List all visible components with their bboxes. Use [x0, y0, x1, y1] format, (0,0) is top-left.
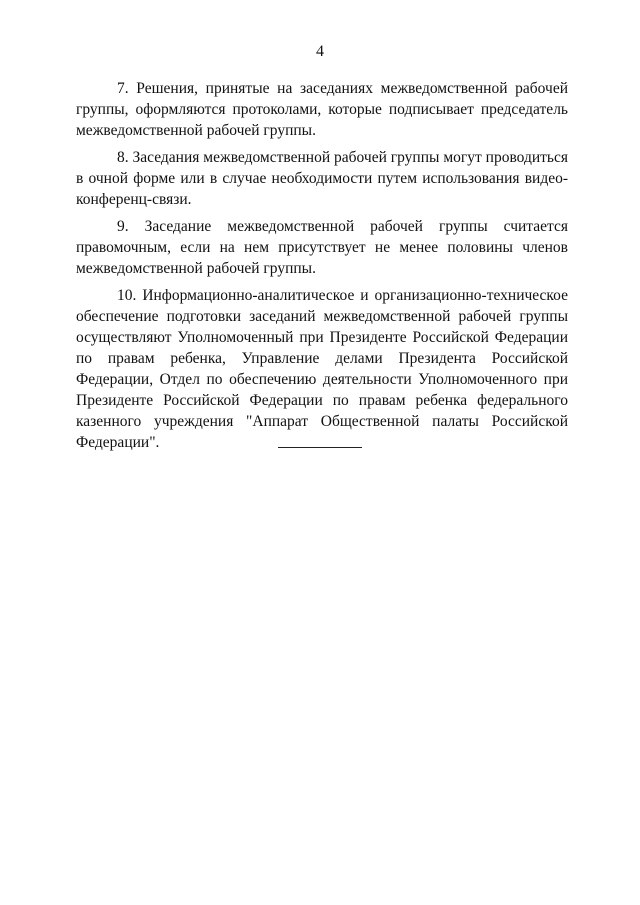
paragraph-10: 10. Информационно-аналитическое и организационно-техническое обеспечение подготовки заседаний межведомственной рабочей группы осуществляют Уполномоченный при Президенте Российской Федерации по правам ребенка, Управление делами Президента Российской Федерации, Отдел по обеспечению деятельности Уполномоченного при Президенте Российской Федерации по правам ребенка федерального казенного учреждения "Аппарат Общественной палаты Российской Федерации".	[76, 287, 568, 451]
page-number: 4	[316, 43, 324, 60]
paragraph-7: 7. Решения, принятые на заседаниях межведомственной рабочей группы, оформляются протоколами, которые подписывает председатель межведомственной рабочей группы.	[76, 80, 568, 139]
document-body	[76, 78, 568, 459]
paragraph-9: 9. Заседание межведомственной рабочей группы считается правомочным, если на нем присутствует не менее половины членов межведомственной рабочей группы.	[76, 218, 568, 277]
closing-divider-line	[278, 447, 362, 448]
paragraph-8: 8. Заседания межведомственной рабочей группы могут проводиться в очной форме или в случае необходимости путем использования видео-конференц-связи.	[76, 149, 568, 208]
